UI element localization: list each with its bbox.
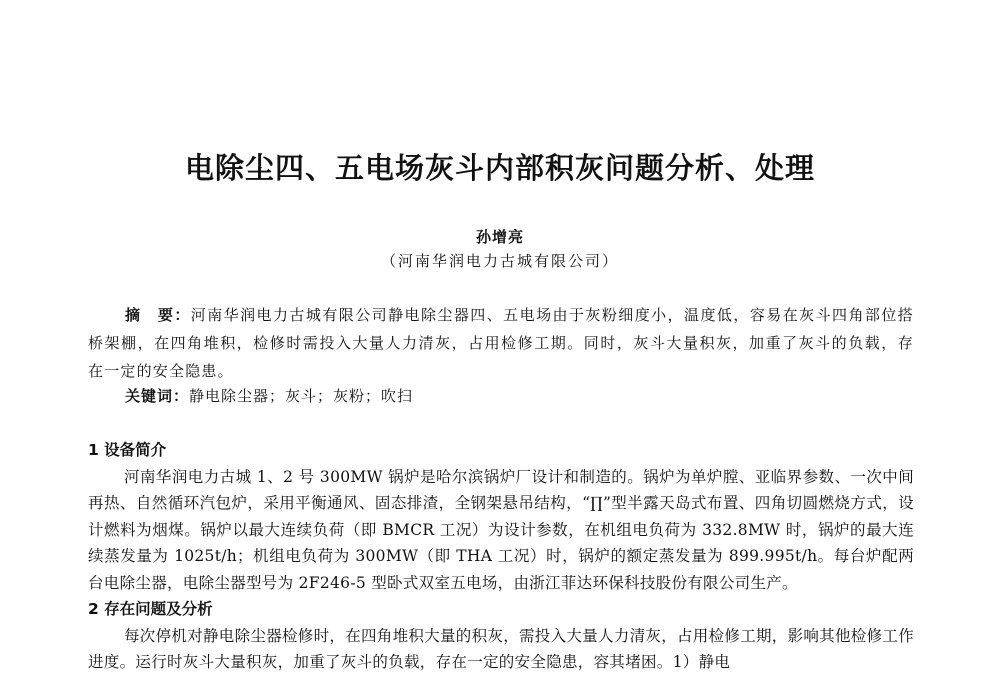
author-name: 孙增亮 (475, 228, 524, 246)
keywords-label: 关键词： (125, 387, 190, 405)
keywords-text: 静电除尘器；灰斗；灰粉；吹扫 (189, 387, 414, 405)
keywords (125, 384, 915, 408)
section-paragraph-1: 河南华润电力古城 1、2 号 300MW 锅炉是哈尔滨锅炉厂设计和制造的。锅炉为单炉膛、亚临界参数、一次中间再热、自然循环汽包炉，采用平衡通风、固态排渣，全钢架悬吊结构，“∏”型半露天岛式布置、四角切圆燃烧方式，设计燃料为烟煤。锅炉以最大连续负荷（即 BMCR 工况）为设计参数，在机组电负荷为 332.8MW 时，锅炉的最大连续蒸发量为 1025t/h；机组电负荷为 300MW（即 THA 工况）时，锅炉的额定蒸发量为 899.995t/h。每台炉配两台电除尘器，电除尘器型号为 2F246-5 型卧式双室五电场，由浙江菲达环保科技股份有限公司生产。 (88, 467, 914, 592)
paper-title: 电除尘四、五电场灰斗内部积灰问题分析、处理 (184, 151, 815, 185)
section-paragraph-2: 每次停机对静电除尘器检修时，在四角堆积大量的积灰，需投入大量人力清灰，占用检修工期，影响其他检修工作进度。运行时灰斗大量积灰，加重了灰斗的负载，存在一定的安全隐患，容其堵困。1）静电 (88, 626, 915, 671)
author-affiliation: （河南华润电力古城有限公司） (380, 252, 619, 270)
section-heading-1: 1 设备简介 (88, 441, 167, 459)
abstract-text: 河南华润电力古城有限公司静电除尘器四、五电场由于灰粉细度小，温度低，容易在灰斗四角部位搭桥架棚，在四角堆积，检修时需投入大量人力清灰，占用检修工期。同时，灰斗大量积灰，加重了灰斗的负载，存在一定的安全隐患。 (88, 306, 914, 380)
abstract-label: 摘 要： (125, 306, 191, 324)
section-heading-2: 2 存在问题及分析 (88, 600, 213, 618)
abstract (88, 301, 914, 385)
paper-body (88, 437, 914, 676)
abstract-paragraph (88, 301, 914, 385)
